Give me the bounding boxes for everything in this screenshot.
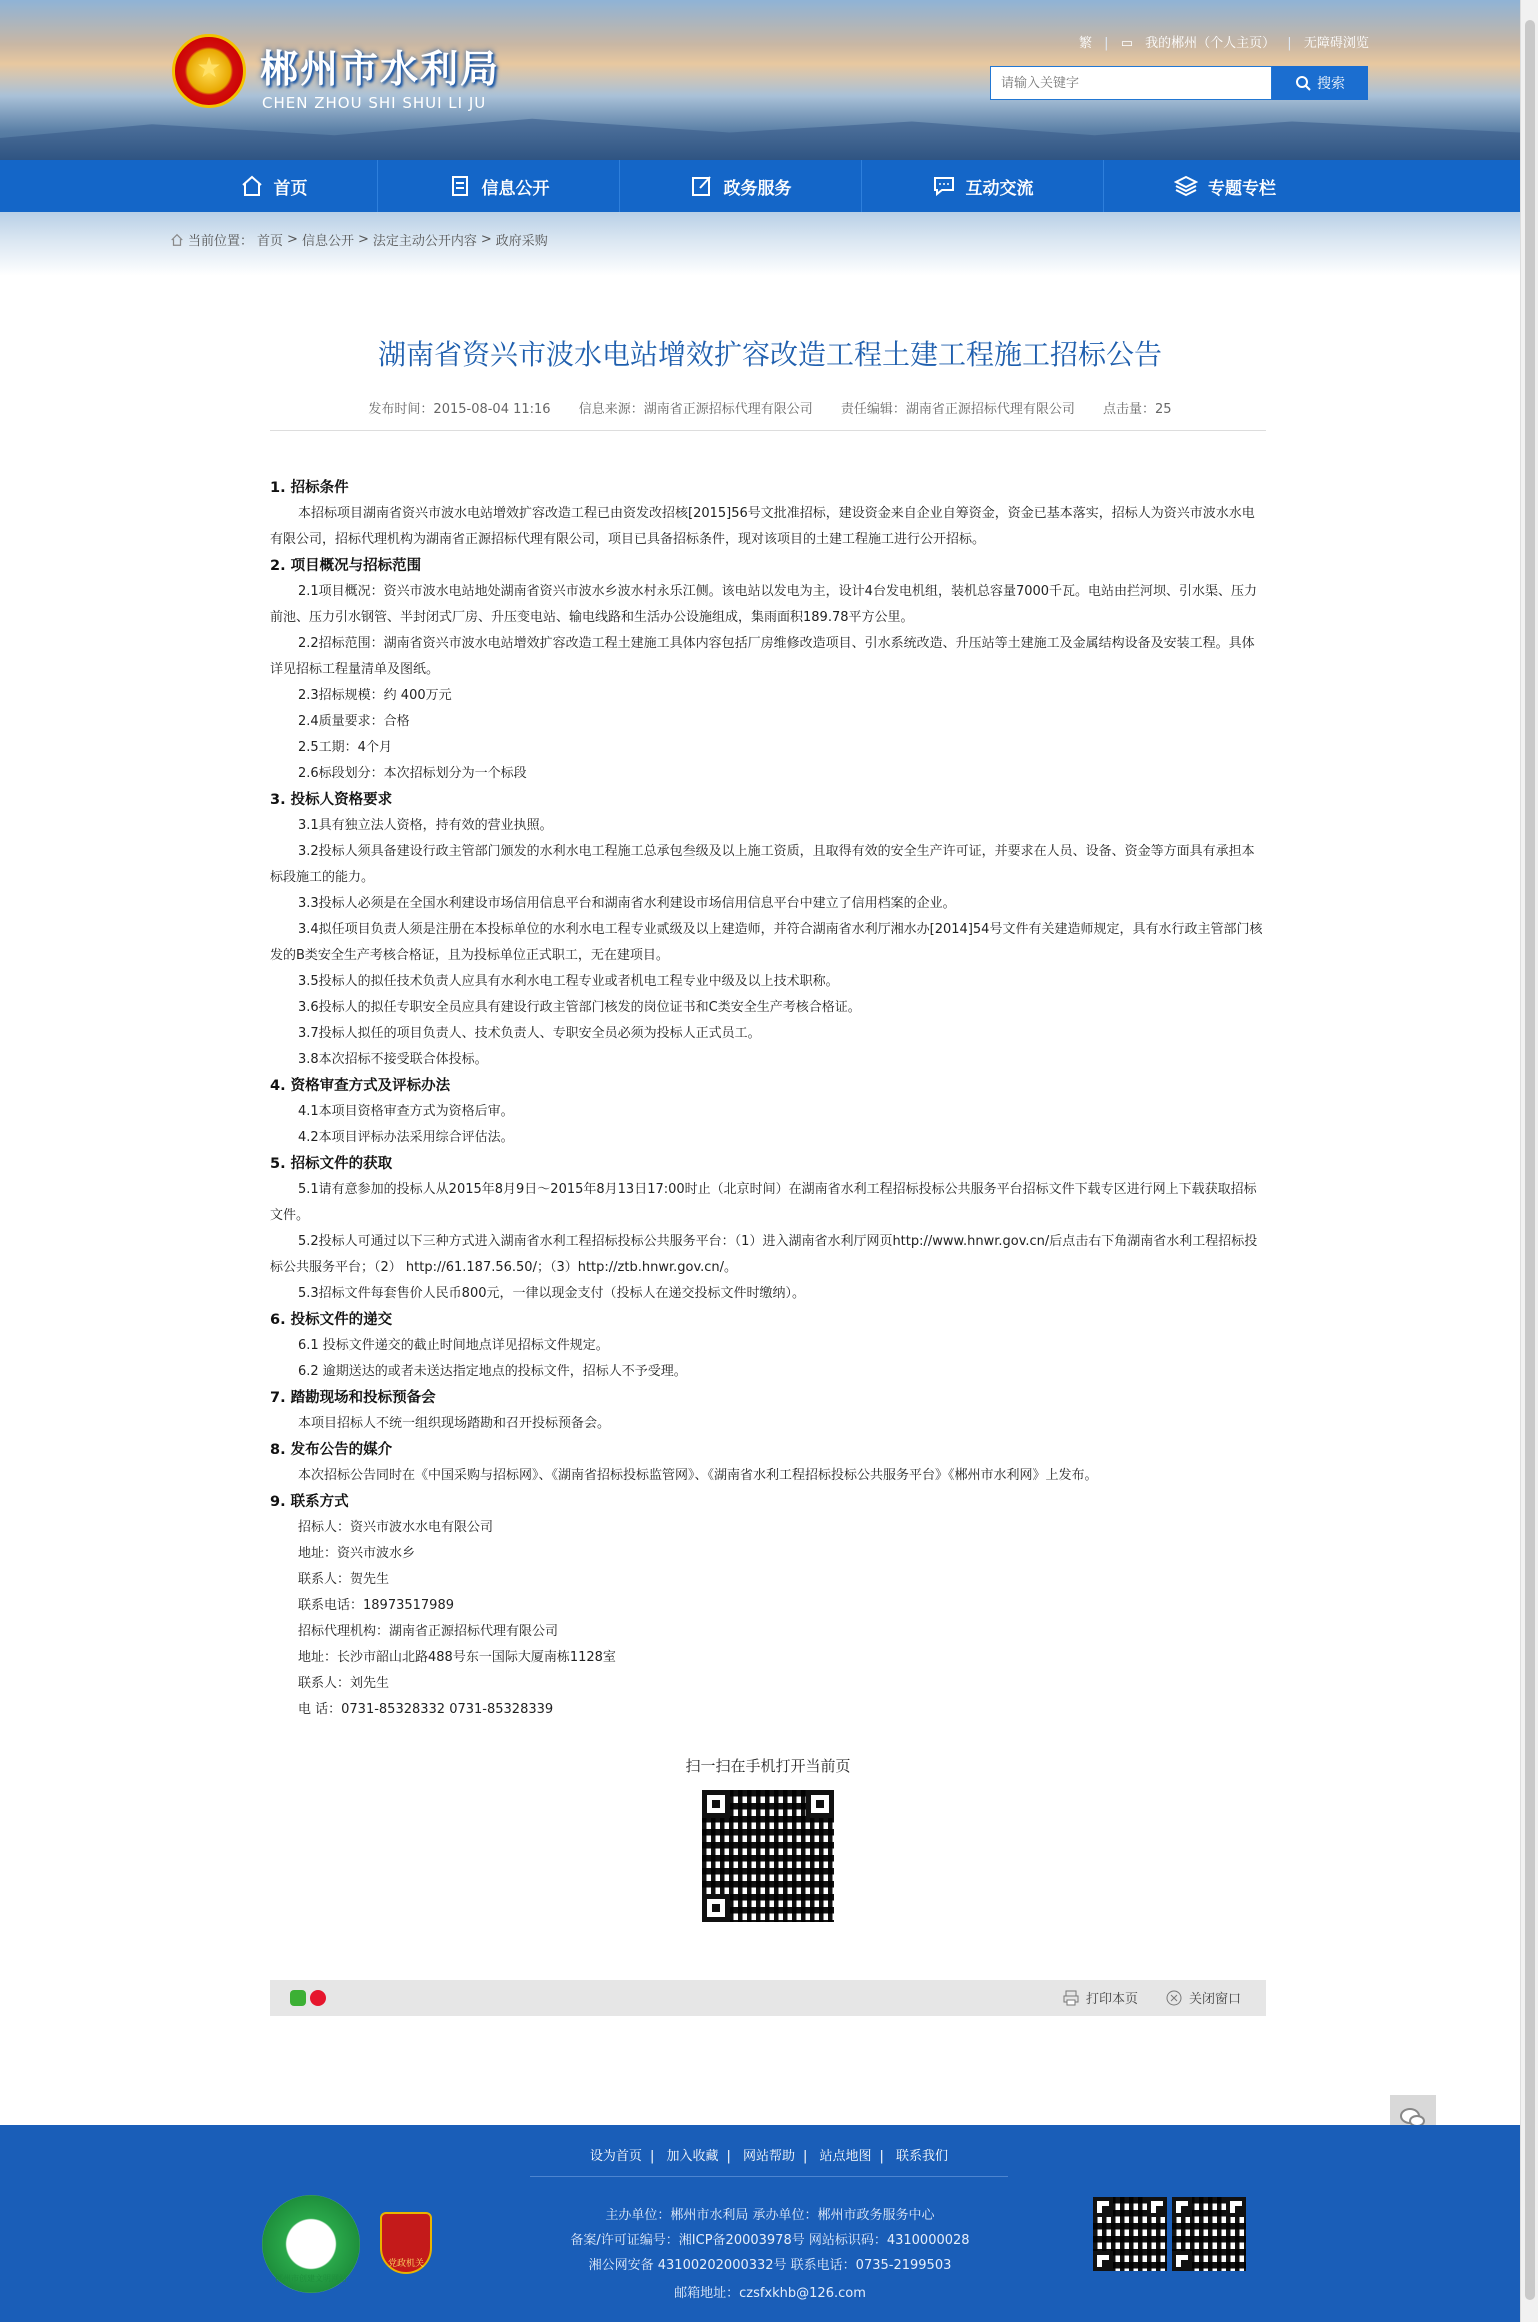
close-icon xyxy=(1165,1989,1183,2007)
home-icon xyxy=(240,174,264,198)
nav-label: 信息公开 xyxy=(481,178,550,199)
paragraph: 2.6标段划分：本次招标划分为一个标段 xyxy=(298,766,527,781)
page-qr-code xyxy=(702,1790,834,1922)
paragraph: 联系人：刘先生 xyxy=(298,1676,390,1691)
paragraph: 3.3投标人必须是在全国水利建设市场信用信息平台和湖南省水利建设市场信用信息平台中建立了信用档案的企业。 xyxy=(298,896,956,911)
footer-link-favorite[interactable]: 加入收藏 xyxy=(666,2149,719,2164)
layers-icon xyxy=(1174,174,1198,198)
document-icon xyxy=(448,174,472,198)
footer-qr-code-2 xyxy=(1172,2197,1246,2271)
breadcrumb-procurement[interactable]: 政府采购 xyxy=(495,234,548,249)
nav-label: 互动交流 xyxy=(965,178,1034,199)
home-icon xyxy=(170,233,184,247)
footer-link-contact[interactable]: 联系我们 xyxy=(896,2149,949,2164)
national-emblem-icon: ★ xyxy=(172,34,246,108)
search-button-label: 搜索 xyxy=(1317,76,1345,92)
accessibility-link[interactable]: 无障碍浏览 xyxy=(1303,36,1369,51)
breadcrumb-sep: > xyxy=(287,232,298,247)
top-links: 繁 | ▭ 我的郴州（个人主页） | 无障碍浏览 xyxy=(1079,36,1369,51)
paragraph: 2.2招标范围：湖南省资兴市波水电站增效扩容改造工程土建施工具体内容包括厂房维修改造项目、引水系统改造、升压站等土建施工及金属结构设备及安装工程。具体详见招标工程量清单及图纸。 xyxy=(270,636,1255,677)
breadcrumb-prefix: 当前位置： xyxy=(188,234,254,249)
paragraph: 招标人：资兴市波水水电有限公司 xyxy=(298,1520,494,1535)
site-title[interactable]: 郴州市水利局 xyxy=(260,47,501,91)
scroll-thumb[interactable] xyxy=(1525,20,1535,2300)
breadcrumb-sep: > xyxy=(357,232,369,247)
paragraph: 6.2 逾期送达的或者未送达指定地点的投标文件，招标人不予受理。 xyxy=(298,1364,687,1379)
paragraph: 2.1项目概况：资兴市波水电站地处湖南省资兴市波水乡波水村永乐江侧。该电站以发电为主，设计4台发电机组，装机总容量7000千瓦。电站由拦河坝、引水渠、压力前池、压力引水钢管、半封闭式厂房、升压变电站、输电线路和生活办公设施组成，集雨面积189.78平方公里。 xyxy=(270,584,1258,625)
paragraph: 电 话：0731-85328332 0731-85328339 xyxy=(298,1702,554,1717)
paragraph: 5.3招标文件每套售价人民币800元，一律以现金支付（投标人在递交投标文件时缴纳）。 xyxy=(298,1286,805,1301)
footer-link-sethome[interactable]: 设为首页 xyxy=(589,2149,642,2164)
editor: 责任编辑：湖南省正源招标代理有限公司 xyxy=(840,402,1075,417)
qr-label: 扫一扫在手机打开当前页 xyxy=(685,1757,851,1775)
search-input[interactable] xyxy=(991,67,1271,99)
section-heading: 8. 发布公告的媒介 xyxy=(270,1442,393,1458)
section-heading: 3. 投标人资格要求 xyxy=(270,792,393,808)
paragraph: 地址：资兴市波水乡 xyxy=(298,1546,416,1561)
paragraph: 4.2本项目评标办法采用综合评估法。 xyxy=(298,1130,514,1145)
traditional-chinese-link[interactable]: 繁 xyxy=(1079,36,1093,51)
paragraph: 4.1本项目资格审查方式为资格后审。 xyxy=(298,1104,514,1119)
nav-item-interaction[interactable] xyxy=(862,160,1104,212)
nav-item-home[interactable] xyxy=(170,160,378,212)
footer-link-help[interactable]: 网站帮助 xyxy=(742,2149,795,2164)
section-heading: 7. 踏勘现场和投标预备会 xyxy=(270,1390,436,1406)
paragraph: 3.2投标人须具备建设行政主管部门颁发的水利水电工程施工总承包叁级及以上施工资质，且取得有效的安全生产许可证，并要求在人员、设备、资金等方面具有承担本标段施工的能力。 xyxy=(270,844,1255,885)
footer-email: 邮箱地址：czsfxkhb@126.com xyxy=(674,2286,866,2301)
section-heading: 9. 联系方式 xyxy=(270,1494,349,1510)
wechat-share-icon[interactable] xyxy=(290,1990,306,2006)
section-heading: 6. 投标文件的递交 xyxy=(270,1312,393,1328)
footer-divider xyxy=(530,2176,1008,2177)
paragraph: 2.4质量要求：合格 xyxy=(298,714,410,729)
scrollbar[interactable] xyxy=(1520,0,1538,2322)
footer-qr-code-1 xyxy=(1093,2197,1167,2271)
source: 信息来源：湖南省正源招标代理有限公司 xyxy=(578,402,813,417)
section-heading: 4. 资格审查方式及评标办法 xyxy=(270,1078,451,1094)
paragraph: 3.7投标人拟任的项目负责人、技术负责人、专职安全员必须为投标人正式员工。 xyxy=(298,1026,761,1041)
paragraph: 6.1 投标文件递交的截止时间地点详见招标文件规定。 xyxy=(298,1338,609,1353)
paragraph: 3.4拟任项目负责人须是注册在本投标单位的水利水电工程专业贰级及以上建造师，并符合湖南省水利厅湘水办[2014]54号文件有关建造师规定，具有水行政主管部门核发的B类安全生产考核合格证，且为投标单位正式职工，无在建项目。 xyxy=(270,922,1263,963)
badge-text: 郴州市创建文明网站 xyxy=(275,2274,347,2283)
nav-label: 政务服务 xyxy=(723,178,792,199)
paragraph: 联系电话：18973517989 xyxy=(298,1598,454,1613)
nav-label: 首页 xyxy=(273,178,308,199)
nav-label: 专题专栏 xyxy=(1208,178,1276,199)
civilized-website-badge[interactable] xyxy=(262,2195,360,2293)
party-gov-badge[interactable] xyxy=(380,2212,432,2274)
paragraph: 2.5工期：4个月 xyxy=(298,740,392,755)
chat-icon xyxy=(932,174,956,198)
paragraph: 5.2投标人可通过以下三种方式进入湖南省水利工程招标投标公共服务平台：（1）进入湖南省水利厅网页http://www.hnwr.gov.cn/后点击右下角湖南省水利工程招标投标公共服务平台；（2） http://61.187.56.50/；（3）http://ztb.hnwr.gov.cn/。 xyxy=(270,1234,1258,1275)
paragraph: 联系人：贺先生 xyxy=(298,1572,390,1587)
footer-link-sitemap[interactable]: 站点地图 xyxy=(819,2149,872,2164)
paragraph: 3.6投标人的拟任专职安全员应具有建设行政主管部门核发的岗位证书和C类安全生产考核合格证。 xyxy=(298,1000,861,1015)
footer-police: 湘公网安备 43100202000332号 联系电话：0735-2199503 xyxy=(588,2258,952,2273)
paragraph: 3.5投标人的拟任技术负责人应具有水利水电工程专业或者机电工程专业中级及以上技术职称。 xyxy=(298,974,839,989)
nav-item-topics[interactable] xyxy=(1104,160,1346,212)
banner-mountains xyxy=(0,105,1520,160)
paragraph: 5.1请有意参加的投标人从2015年8月9日～2015年8月13日17:00时止（北京时间）在湖南省水利工程招标投标公共服务平台招标文件下载专区进行网上下载获取招标文件。 xyxy=(270,1182,1257,1223)
paragraph: 3.1具有独立法人资格，持有效的营业执照。 xyxy=(298,818,553,833)
edit-icon xyxy=(690,174,714,198)
share-bar xyxy=(270,1980,1266,2016)
my-chenzhou-link[interactable]: 我的郴州（个人主页） xyxy=(1145,36,1276,51)
paragraph: 3.8本次招标不接受联合体投标。 xyxy=(298,1052,488,1067)
footer-icp: 备案/许可证编号：湘ICP备20003978号 网站标识码：4310000028 xyxy=(570,2233,970,2248)
breadcrumb xyxy=(170,230,548,249)
footer-links: 设为首页 | 加入收藏 | 网站帮助 | 站点地图 | 联系我们 xyxy=(589,2149,949,2164)
breadcrumb-sep: > xyxy=(480,232,492,247)
close-label: 关闭窗口 xyxy=(1189,1992,1242,2007)
paragraph: 2.3招标规模：约 400万元 xyxy=(298,688,452,703)
paragraph: 本次招标公告同时在《中国采购与招标网》、《湖南省招标投标监管网》、《湖南省水利工程招标投标公共服务平台》《郴州市水利网》上发布。 xyxy=(298,1468,1098,1483)
nav-item-info[interactable] xyxy=(378,160,620,212)
nav-item-services[interactable] xyxy=(620,160,862,212)
search-box xyxy=(990,66,1272,100)
article-meta xyxy=(270,398,1270,417)
article-body xyxy=(270,475,1266,1723)
print-label: 打印本页 xyxy=(1086,1992,1139,2007)
paragraph: 招标代理机构：湖南省正源招标代理有限公司 xyxy=(298,1624,559,1639)
close-window-button[interactable] xyxy=(1165,1988,1241,2007)
search-icon xyxy=(1295,75,1311,91)
print-button[interactable] xyxy=(1062,1988,1138,2007)
main-nav xyxy=(0,160,1520,212)
section-heading: 2. 项目概况与招标范围 xyxy=(270,558,422,574)
weibo-share-icon[interactable] xyxy=(310,1990,326,2006)
article-title: 湖南省资兴市波水电站增效扩容改造工程土建工程施工招标公告 xyxy=(377,338,1162,371)
paragraph: 本招标项目湖南省资兴市波水电站增效扩容改造工程已由资发改招核[2015]56号文批准招标，建设资金来自企业自筹资金，资金已基本落实，招标人为资兴市波水水电有限公司，招标代理机构为湖南省正源招标代理有限公司，项目已具备招标条件，现对该项目的土建工程施工进行公开招标。 xyxy=(270,506,1255,547)
monitor-icon: ▭ xyxy=(1120,36,1133,51)
breadcrumb-home[interactable]: 首页 xyxy=(257,234,284,249)
paragraph: 本项目招标人不统一组织现场踏勘和召开投标预备会。 xyxy=(298,1416,611,1431)
printer-icon xyxy=(1062,1989,1080,2007)
badge-text: 党政机关 xyxy=(387,2259,424,2269)
breadcrumb-info[interactable]: 信息公开 xyxy=(301,234,354,249)
divider xyxy=(270,430,1266,431)
breadcrumb-legal[interactable]: 法定主动公开内容 xyxy=(372,234,477,249)
section-heading: 1. 招标条件 xyxy=(270,480,349,496)
section-heading: 5. 招标文件的获取 xyxy=(270,1156,393,1172)
paragraph: 地址：长沙市韶山北路488号东一国际大厦南栋1128室 xyxy=(298,1650,616,1665)
footer-sponsor: 主办单位：郴州市水利局 承办单位：郴州市政务服务中心 xyxy=(605,2208,935,2223)
click-count: 点击量：25 xyxy=(1103,402,1172,417)
site-pinyin: CHEN ZHOU SHI SHUI LI JU xyxy=(262,94,487,112)
search-button[interactable] xyxy=(1272,66,1368,100)
publish-time: 发布时间：2015-08-04 11:16 xyxy=(368,402,551,417)
